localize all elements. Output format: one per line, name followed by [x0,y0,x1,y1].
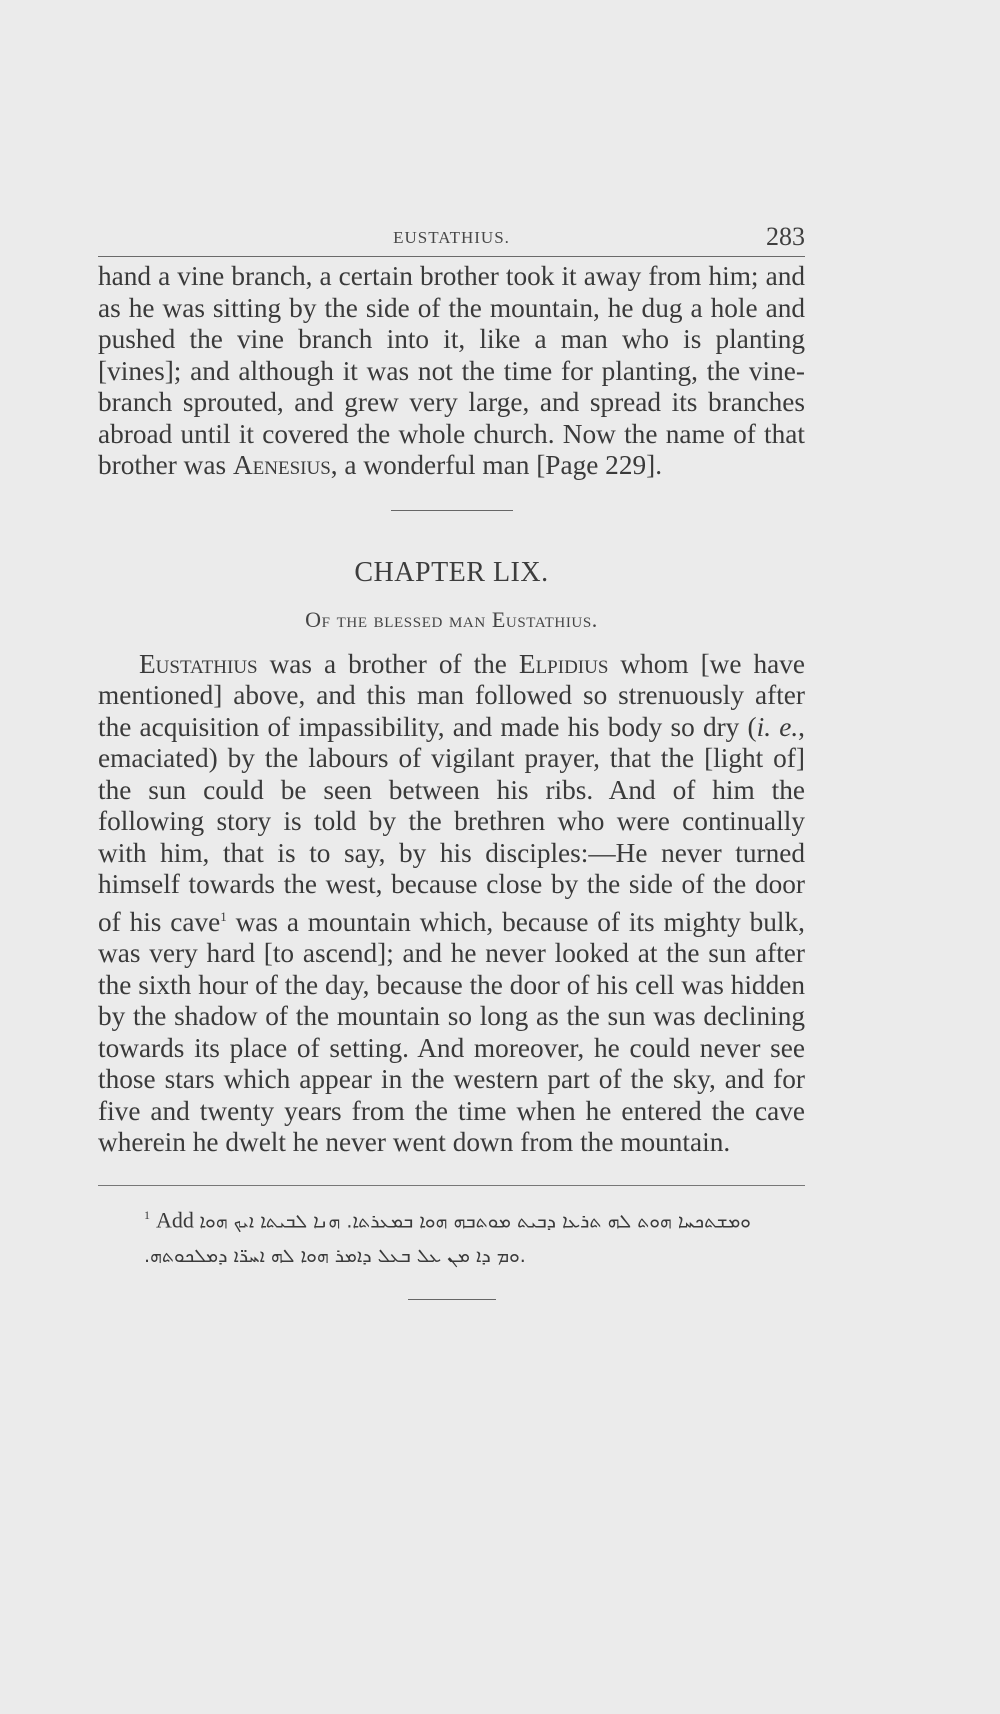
page-number: 283 [766,222,805,251]
syriac-text-line-2: .ܘܡ ܕܐ ܡܢ ܥܠ ܒܥܠ ܕܐܡܪ ܗܘܐ ܠܗ ܐܚܪ̈ܐ ܕܡܠܟܘܬܗ. [144,1244,526,1267]
paragraph-text: hand a vine branch, a certain brother took it away from him; and as he was sitting by the side of the mountain, he dug a hole and pushed the vine branch into it, like a man who is planting [vines]; and although it was not the time for planting, the vine-branch sprouted, and grew very large, and spread its branches abroad until it covered the whole church. Now the name of that brother was [98,261,805,480]
footnote-line-1 [144,1198,805,1238]
paragraph-text: whom [we have mentioned] above, and this man followed so strenuously after the acquisition of impassibility, and made his body so dry ( [98,648,805,742]
footnote-label: Add [156,1206,194,1232]
paragraph-continued [98,261,805,482]
paragraph-text: , emaciated) by the labours of vigilant prayer, that the [light of] the sun could be seen between his ribs. And of him the following story is told by the brethren who were continually with him, that is to say, by his disciples:—He never turned himself towards the west, because close by the side of the door of his cave [98,711,805,937]
footnote-divider [98,1185,805,1186]
page-content [98,222,805,1300]
paragraph-text: was a mountain which, because of its mighty bulk, was very hard [to ascend]; and he never looked at the sun after the sixth hour of the day, because the door of his cell was hidden by the shadow of the mountain so long as the sun was declining towards its place of setting. And moreover, he could never see those stars which appear in the western part of the sky, and for five and twenty years from the time when he entered the cave wherein he dwelt he never went down from the mountain. [98,906,805,1158]
paragraph-text-end: , a wonderful man [Page 229]. [330,450,663,480]
footnote-line-2 [144,1238,805,1273]
running-head [98,222,805,257]
syriac-text-line-1: ܘܡܫܬܟܚܐ ܗܘܬ ܠܗ ܬܪܥܐ ܕܒܝܬ ܡܘܬܒܗ ܗܘܐ ܒܡܥܪܬܐ. ܗܢܐ ܠܒܝܬܐ ܐܝܟ ܗܘܐ [199,1209,751,1232]
section-divider [391,510,513,511]
footnote [98,1198,805,1273]
footnote-mark: 1 [144,1207,150,1222]
italic-abbrev: i. e. [756,711,799,742]
running-title: EUSTATHIUS. [393,228,510,247]
person-name: Elpidius [518,648,609,679]
chapter-paragraph [98,649,805,1159]
footnote-reference: 1 [220,908,227,924]
end-divider [408,1299,496,1300]
chapter-subtitle: Of the blessed man Eustathius. [305,606,598,632]
person-name: Eustathius [139,648,258,679]
paragraph-text: was a brother of the [257,648,519,679]
person-name: Aenesius [232,450,331,480]
chapter-title: CHAPTER LIX. [354,556,549,588]
